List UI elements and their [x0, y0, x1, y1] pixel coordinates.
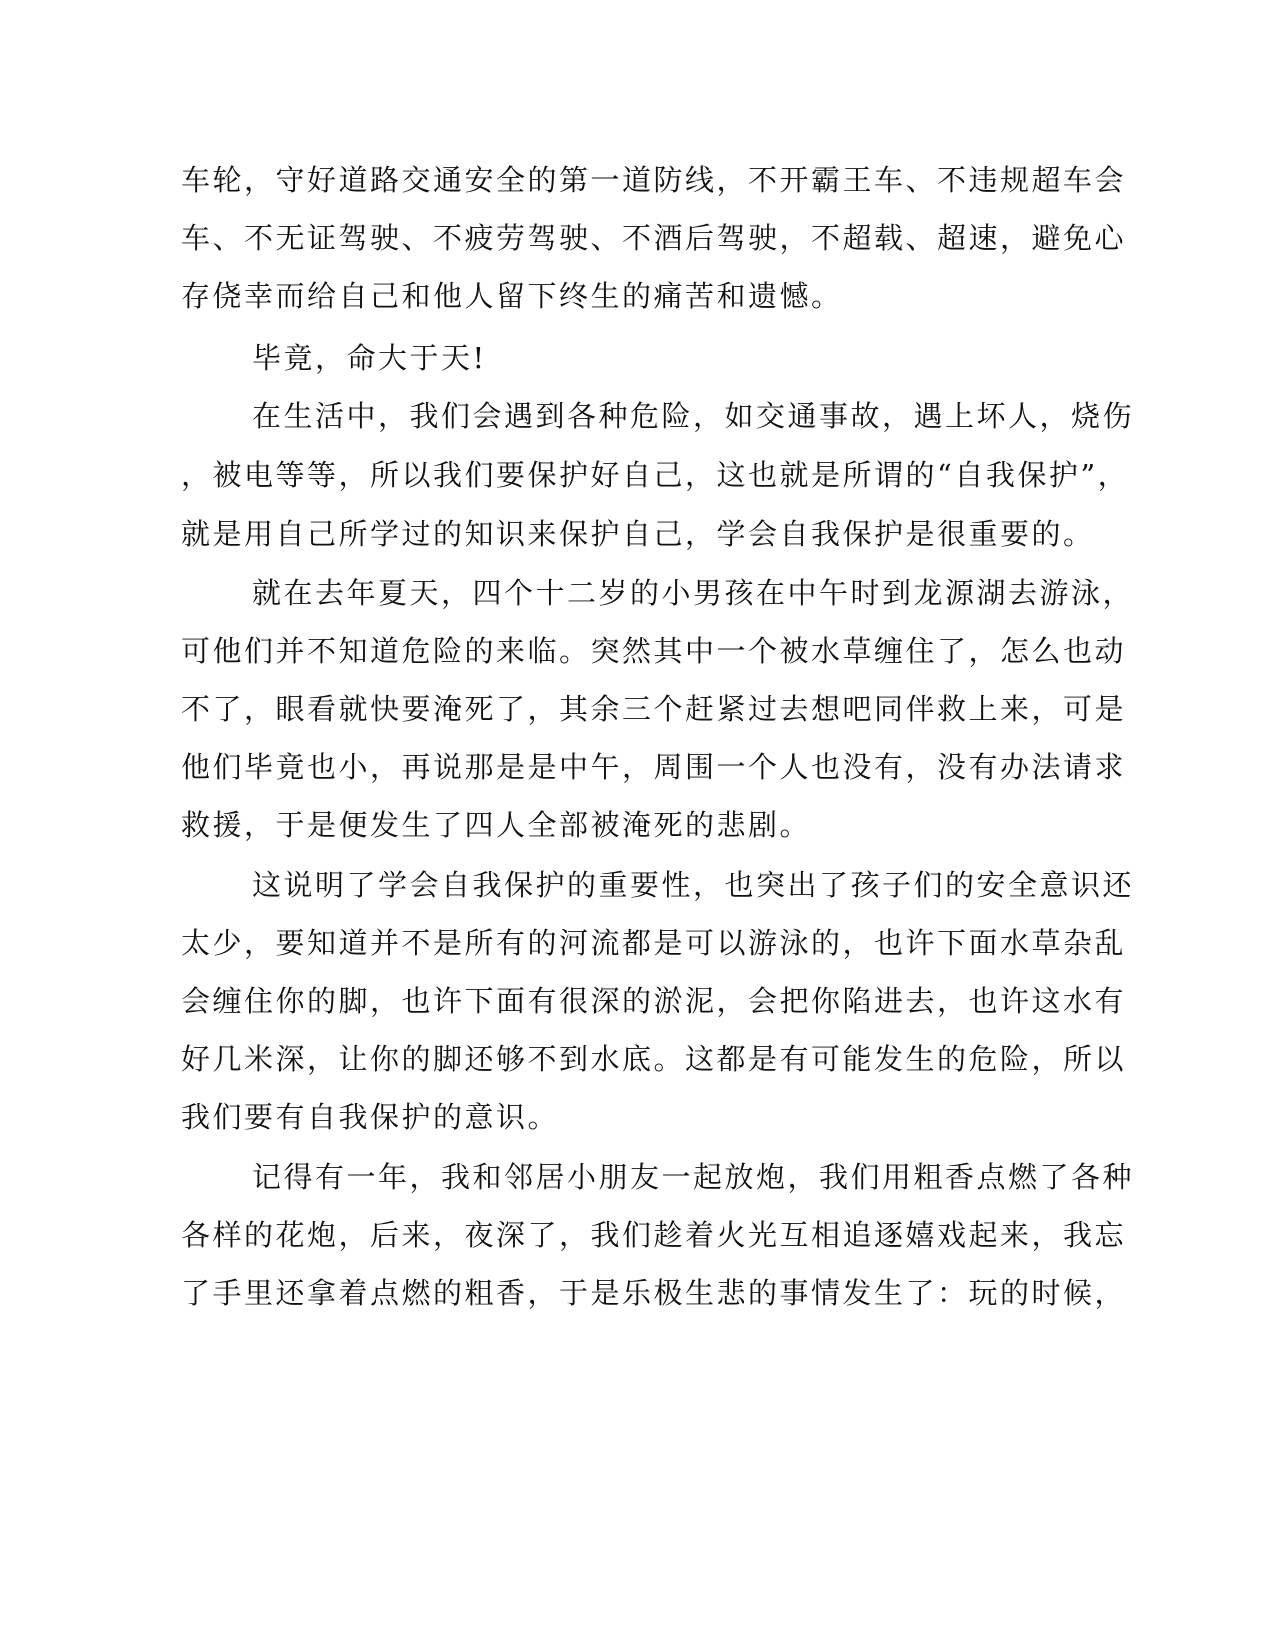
text-line: 太少，要知道并不是所有的河流都是可以游泳的，也许下面水草杂乱 — [181, 926, 1127, 960]
text-line: 会缠住你的脚，也许下面有很深的淤泥，会把你陷进去，也许这水有 — [181, 984, 1127, 1018]
text-line: ，被电等等，所以我们要保护好自己，这也就是所谓的“自我保护”， — [181, 458, 1130, 492]
text-line: 就在去年夏天，四个十二岁的小男孩在中午时到龙源湖去游泳， — [252, 576, 1135, 610]
text-line: 救援，于是便发生了四人全部被淹死的悲剧。 — [181, 808, 812, 842]
text-line: 存侥幸而给自己和他人留下终生的痛苦和遗憾。 — [181, 279, 843, 313]
text-line: 了手里还拿着点燃的粗香，于是乐极生悲的事情发生了：玩的时候， — [181, 1276, 1127, 1310]
text-line: 不了，眼看就快要淹死了，其余三个赶紧过去想吧同伴救上来，可是 — [181, 692, 1127, 726]
text-line: 记得有一年，我和邻居小朋友一起放炮，我们用粗香点燃了各种 — [252, 1160, 1135, 1194]
text-line: 车轮，守好道路交通安全的第一道防线，不开霸王车、不违规超车会 — [181, 163, 1127, 197]
text-line: 车、不无证驾驶、不疲劳驾驶、不酒后驾驶，不超载、超速，避免心 — [181, 221, 1127, 255]
text-line: 这说明了学会自我保护的重要性，也突出了孩子们的安全意识还 — [252, 868, 1135, 902]
text-line: 可他们并不知道危险的来临。突然其中一个被水草缠住了，怎么也动 — [181, 634, 1127, 668]
text-line: 好几米深，让你的脚还够不到水底。这都是有可能发生的危险，所以 — [181, 1042, 1127, 1076]
text-line: 他们毕竟也小，再说那是是中午，周围一个人也没有，没有办法请求 — [181, 750, 1127, 784]
text-line: 在生活中，我们会遇到各种危险，如交通事故，遇上坏人，烧伤 — [252, 399, 1135, 433]
text-line: 各样的花炮，后来，夜深了，我们趁着火光互相追逐嬉戏起来，我忘 — [181, 1218, 1127, 1252]
text-line: 我们要有自我保护的意识。 — [181, 1100, 560, 1134]
text-line: 毕竟，命大于天! — [252, 341, 487, 375]
text-line: 就是用自己所学过的知识来保护自己，学会自我保护是很重要的。 — [181, 517, 1095, 551]
